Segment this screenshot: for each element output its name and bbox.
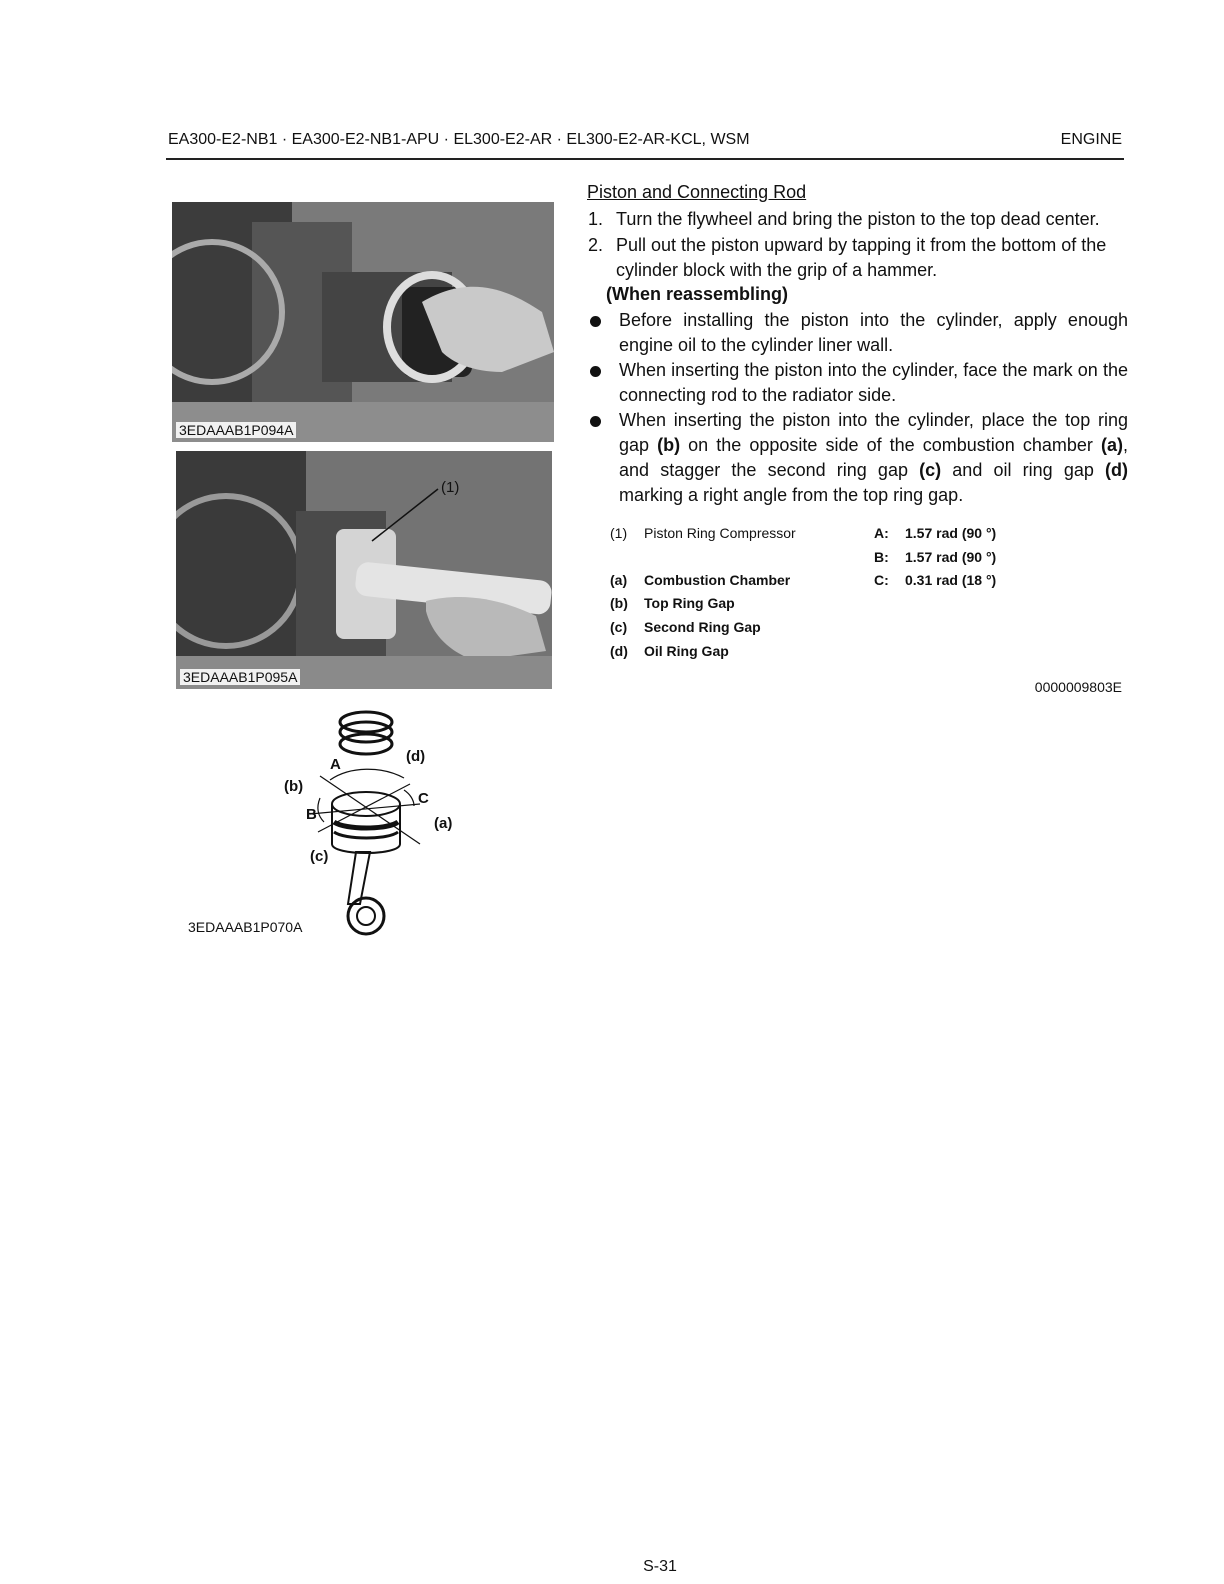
bullet-3-part-3: , and stagger the second ring gap [619, 435, 1128, 480]
section-title: Piston and Connecting Rod [587, 182, 807, 202]
angle-key: A: [874, 525, 889, 541]
step-1 [588, 207, 1128, 232]
bullet-dot [590, 416, 601, 427]
legend-key: (d) [610, 643, 628, 659]
bullet-3-key-d: (d) [1105, 460, 1128, 480]
bullet-3-text [619, 408, 1128, 508]
legend-item-c [610, 619, 761, 635]
angle-value: 1.57 rad (90 °) [905, 525, 997, 541]
bullet-2-text: When inserting the piston into the cylinder, face the mark on the connecting rod to the radiator side. [619, 360, 1128, 405]
photo-ring-compressor-graphic [176, 451, 552, 689]
photo-ring-compressor [176, 451, 552, 689]
legend-key: (a) [610, 572, 628, 588]
angle-value: 1.57 rad (90 °) [905, 549, 997, 565]
bullet-3-part-5: marking a right angle from the top ring gap. [619, 485, 964, 505]
legend-label: Oil Ring Gap [644, 643, 729, 659]
bullet-1-text: Before installing the piston into the cylinder, apply enough engine oil to the cylinder liner wall. [619, 310, 1128, 355]
diagram-label-d: (d) [406, 748, 426, 765]
bullet-3-part-1: When inserting the piston into the cylinder, place the top ring gap [619, 410, 1128, 455]
diagram-label-c: (c) [310, 848, 329, 865]
bullet-2 [588, 358, 1128, 408]
legend-item-a [610, 572, 790, 588]
legend-item-b [610, 595, 735, 611]
reassembling-heading: (When reassembling) [606, 284, 789, 304]
diagram-label-B: B [306, 806, 317, 823]
photo1-id: 3EDAAAB1P094A [176, 422, 296, 438]
legend-label: Second Ring Gap [644, 619, 761, 635]
angle-B [874, 549, 996, 565]
legend-key: (b) [610, 595, 628, 611]
header-section: ENGINE [1060, 131, 1122, 148]
bullet-3-key-b: (b) [657, 435, 681, 455]
legend-item-1 [610, 525, 796, 541]
page-number: S-31 [643, 1558, 677, 1575]
bullet-3-key-c: (c) [919, 460, 942, 480]
bullet-1 [588, 308, 1128, 358]
angle-C [874, 572, 996, 588]
angle-A [874, 525, 996, 541]
legend-label: Piston Ring Compressor [644, 525, 796, 541]
angle-key: B: [874, 549, 889, 565]
bullet-3-part-4: and oil ring gap [941, 460, 1106, 480]
document-code: 0000009803E [1034, 679, 1122, 695]
step-2-number: 2. [588, 235, 604, 255]
photo2-id: 3EDAAAB1P095A [180, 669, 300, 685]
step-1-text: Turn the flywheel and bring the piston to the top dead center. [616, 209, 1100, 229]
diagram-id: 3EDAAAB1P070A [188, 919, 303, 935]
bullet-dot [590, 316, 601, 327]
diagram-label-a: (a) [434, 815, 453, 832]
header-rule [166, 158, 1124, 160]
bullet-3-part-2: on the opposite side of the combustion chamber [680, 435, 1101, 455]
legend-label: Top Ring Gap [644, 595, 735, 611]
diagram-label-b: (b) [284, 778, 304, 795]
legend-key: (c) [610, 619, 628, 635]
step-1-number: 1. [588, 209, 604, 229]
legend-label: Combustion Chamber [644, 572, 791, 588]
ring-gap-diagram [270, 704, 470, 944]
photo-piston-removal [172, 202, 554, 442]
diagram-label-C: C [418, 790, 429, 807]
step-2 [588, 233, 1128, 283]
bullet-dot [590, 366, 601, 377]
angle-key: C: [874, 572, 889, 588]
step-2-text: Pull out the piston upward by tapping it from the bottom of the cylinder block with the grip of a hammer. [616, 235, 1107, 280]
legend-item-d [610, 643, 729, 659]
bullet-3 [588, 408, 1128, 508]
header-models: EA300-E2-NB1 · EA300-E2-NB1-APU · EL300-E2-AR · EL300-E2-AR-KCL, WSM [168, 131, 750, 148]
legend-key: (1) [610, 525, 628, 541]
photo-piston-removal-graphic [172, 202, 554, 442]
diagram-label-A: A [330, 756, 341, 773]
photo2-callout-1: (1) [441, 479, 460, 496]
bullet-3-key-a: (a) [1100, 435, 1123, 455]
angle-value: 0.31 rad (18 °) [905, 572, 997, 588]
